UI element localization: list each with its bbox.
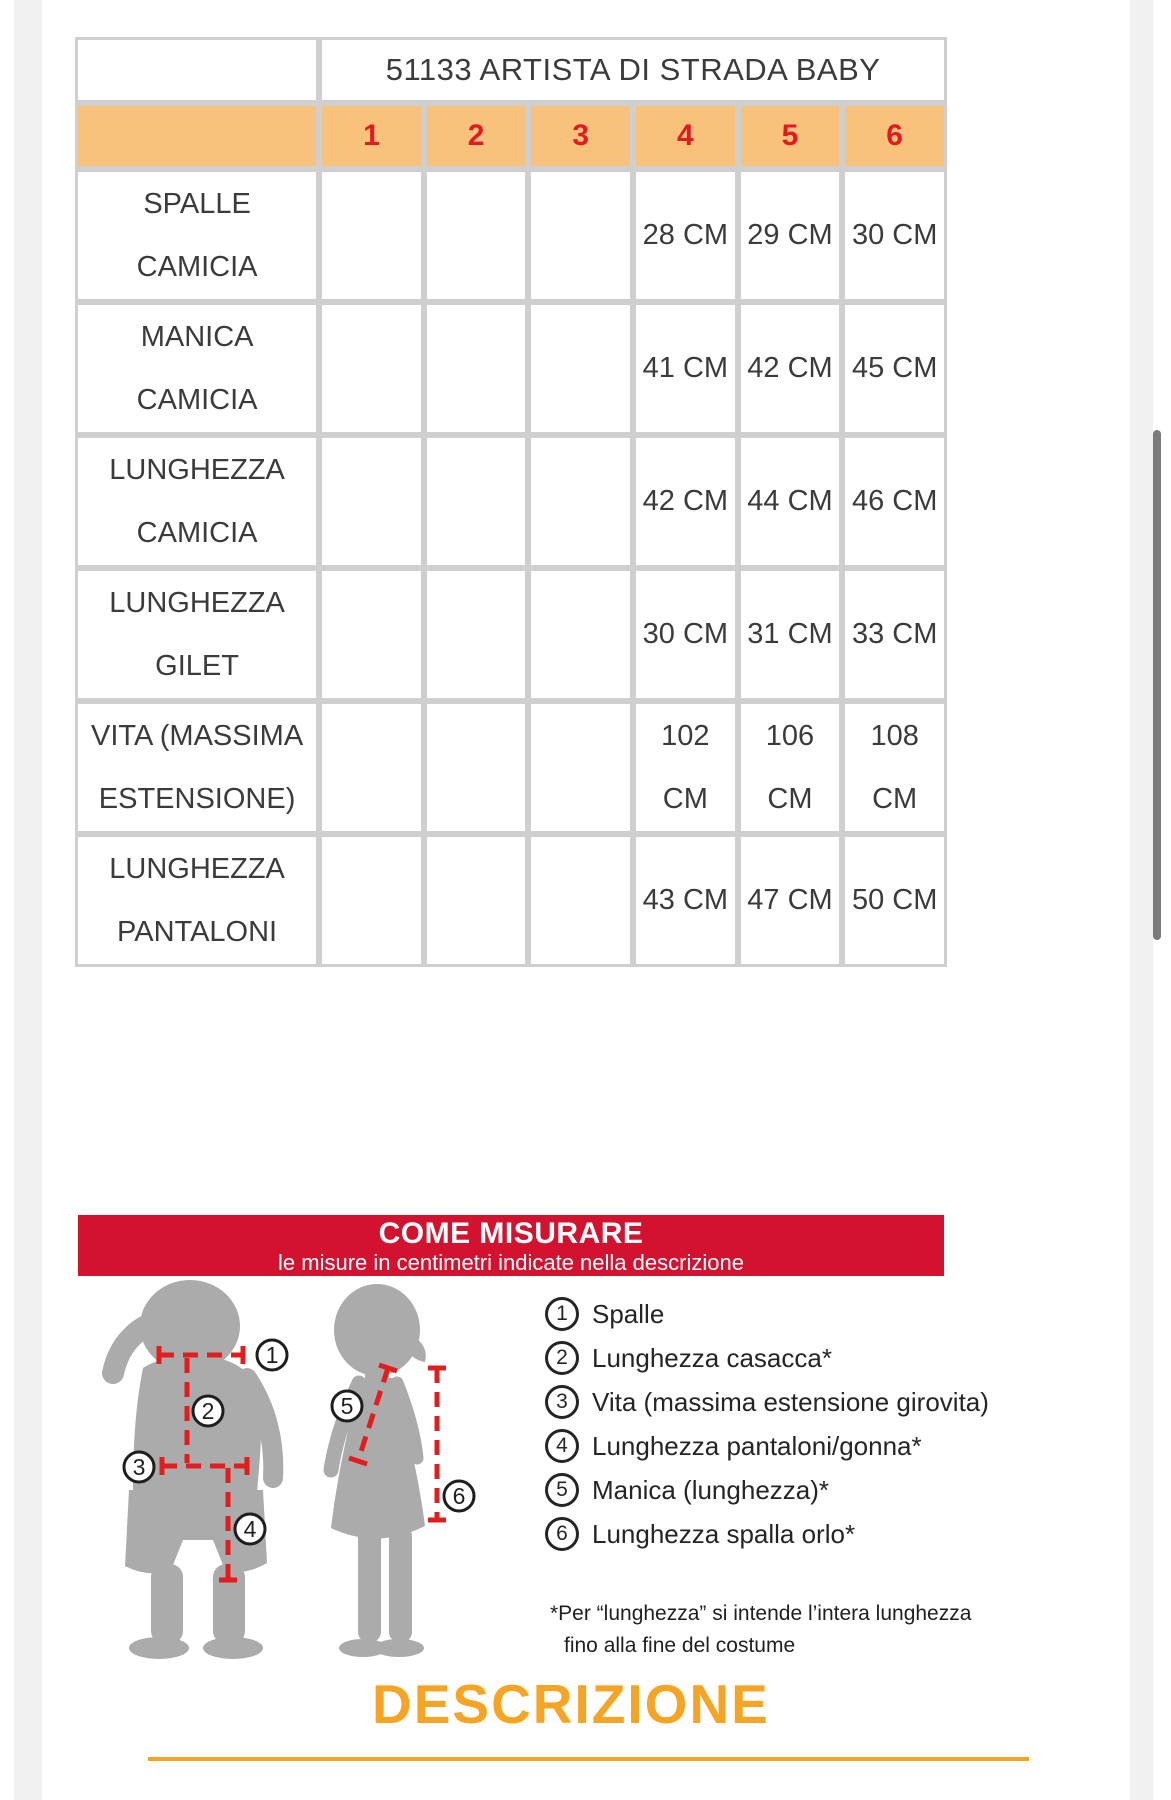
table-row (75, 834, 947, 967)
table-row (75, 169, 947, 302)
size-header: 1 (319, 103, 424, 169)
size-value-cell: 45 CM (842, 302, 947, 435)
measure-list (545, 1292, 989, 1556)
unavailable-cell (424, 568, 529, 701)
list-item-label: Lunghezza casacca* (592, 1342, 832, 1373)
size-header: 3 (528, 103, 633, 169)
scrollbar-thumb[interactable] (1153, 430, 1161, 940)
circled-number-icon: 5 (545, 1473, 579, 1507)
size-value-cell: 41 CM (633, 302, 738, 435)
table-row (75, 302, 947, 435)
figure-num-1: 1 (265, 1342, 279, 1368)
circled-number-icon: 2 (545, 1341, 579, 1375)
product-title: 51133 ARTISTA DI STRADA BABY (319, 37, 947, 103)
footnote-line: fino alla fine del costume (564, 1634, 796, 1657)
circled-number-icon: 1 (545, 1297, 579, 1331)
unavailable-cell (319, 302, 424, 435)
list-item-label: Lunghezza pantaloni/gonna* (592, 1430, 922, 1461)
list-item-label: Manica (lunghezza)* (592, 1474, 830, 1505)
size-value-cell: 42 CM (738, 302, 843, 435)
size-value-cell: 28 CM (633, 169, 738, 302)
list-item (545, 1424, 975, 1468)
unavailable-cell (319, 834, 424, 967)
unavailable-cell (424, 169, 529, 302)
figure-num-4: 4 (243, 1516, 257, 1542)
circled-number-icon: 3 (545, 1385, 579, 1419)
size-value-cell: 33 CM (842, 568, 947, 701)
list-item (545, 1292, 975, 1336)
table-row (75, 568, 947, 701)
unavailable-cell (319, 568, 424, 701)
table-row (75, 435, 947, 568)
list-item (545, 1336, 975, 1380)
banner-title: COME MISURARE (378, 1217, 644, 1250)
list-item (545, 1380, 989, 1424)
size-value-cell: 50 CM (842, 834, 947, 967)
size-value-cell: 108 CM (842, 701, 947, 834)
unavailable-cell (319, 701, 424, 834)
list-item-label: Vita (massima estensione girovita) (592, 1386, 989, 1417)
size-header: 2 (424, 103, 529, 169)
size-header: 6 (842, 103, 947, 169)
unavailable-cell (528, 435, 633, 568)
row-label: VITA (MASSIMA ESTENSIONE) (75, 701, 319, 834)
size-value-cell: 43 CM (633, 834, 738, 967)
size-value-cell: 31 CM (738, 568, 843, 701)
size-value-cell: 44 CM (738, 435, 843, 568)
size-header: 4 (633, 103, 738, 169)
size-value-cell: 42 CM (633, 435, 738, 568)
size-header-empty (75, 103, 319, 169)
unavailable-cell (424, 435, 529, 568)
figure-num-3: 3 (132, 1454, 146, 1480)
figure-num-5: 5 (340, 1393, 354, 1419)
row-label: LUNGHEZZA CAMICIA (75, 435, 319, 568)
unavailable-cell (528, 302, 633, 435)
list-item-label: Spalle (592, 1298, 665, 1329)
row-label: MANICA CAMICIA (75, 302, 319, 435)
unavailable-cell (319, 435, 424, 568)
footnote-line: *Per “lunghezza” si intende l’intera lunghezza (550, 1602, 972, 1625)
figure-num-2: 2 (201, 1398, 215, 1424)
unavailable-cell (319, 169, 424, 302)
description-heading: DESCRIZIONE (372, 1673, 770, 1735)
unavailable-cell (424, 701, 529, 834)
page-gutter-left (14, 0, 42, 1800)
table-title-row (75, 37, 947, 103)
unavailable-cell (424, 302, 529, 435)
how-to-measure-banner (78, 1215, 944, 1276)
unavailable-cell (528, 169, 633, 302)
measurement-figure (75, 1278, 480, 1710)
size-header-row (75, 103, 947, 169)
unavailable-cell (528, 568, 633, 701)
list-item (545, 1468, 975, 1512)
size-value-cell: 106 CM (738, 701, 843, 834)
unavailable-cell (528, 834, 633, 967)
empty-corner-cell (75, 37, 319, 103)
size-value-cell: 29 CM (738, 169, 843, 302)
unavailable-cell (424, 834, 529, 967)
description-divider (148, 1757, 1029, 1761)
size-value-cell: 47 CM (738, 834, 843, 967)
measure-footnote (550, 1598, 971, 1662)
row-label: LUNGHEZZA PANTALONI (75, 834, 319, 967)
girl-silhouette-icon (331, 1284, 426, 1657)
page-gutter-right (1130, 0, 1153, 1800)
list-item-label: Lunghezza spalla orlo* (592, 1518, 856, 1549)
circled-number-icon: 4 (545, 1429, 579, 1463)
banner-subtitle: le misure in centimetri indicate nella descrizione (278, 1250, 744, 1275)
size-header: 5 (738, 103, 843, 169)
unavailable-cell (528, 701, 633, 834)
size-value-cell: 30 CM (633, 568, 738, 701)
row-label: LUNGHEZZA GILET (75, 568, 319, 701)
size-value-cell: 102 CM (633, 701, 738, 834)
list-item (545, 1512, 975, 1556)
size-table (75, 37, 947, 967)
row-label: SPALLE CAMICIA (75, 169, 319, 302)
size-value-cell: 46 CM (842, 435, 947, 568)
circled-number-icon: 6 (545, 1517, 579, 1551)
size-value-cell: 30 CM (842, 169, 947, 302)
table-row (75, 701, 947, 834)
figure-num-6: 6 (452, 1483, 466, 1509)
